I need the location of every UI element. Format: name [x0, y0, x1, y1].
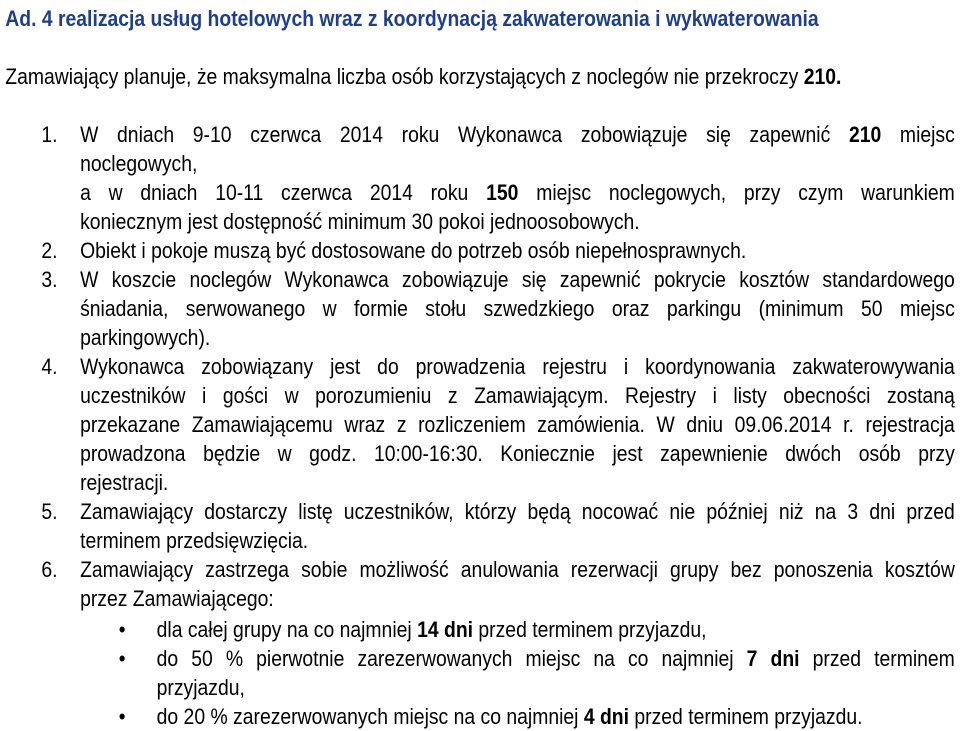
- list-item-number: 2.: [41, 238, 58, 263]
- bullet-mark: •: [118, 704, 126, 729]
- list-item-line: Zamawiający zastrzega sobie możliwość anulowania rezerwacji grupy bez ponoszenia kosztów: [80, 557, 955, 582]
- list-item-number: 1.: [41, 122, 58, 147]
- list-item-number: 5.: [41, 499, 58, 524]
- bold-number: 210: [848, 122, 882, 147]
- list-item-line: Wykonawca zobowiązany jest do prowadzenia rejestru i koordynowania zakwaterowywania: [80, 354, 955, 379]
- list-item-line: Obiekt i pokoje muszą być dostosowane do potrzeb osób niepełnosprawnych.: [80, 238, 747, 263]
- bullet-line: [157, 615, 955, 644]
- bullet-line: [157, 644, 955, 673]
- bold-number: 150: [486, 180, 519, 205]
- list-item-number: 3.: [41, 267, 58, 292]
- bullet-line: [157, 702, 955, 731]
- intro-text: Zamawiający planuje, że maksymalna liczba osób korzystających z noclegów nie przekroczy: [5, 64, 804, 89]
- list-item-line: przez Zamawiającego:: [80, 586, 274, 611]
- text-segment: przed terminem: [799, 646, 955, 671]
- text-segment: do 20 % zarezerwowanych miejsc na co najmniej: [156, 704, 584, 729]
- text-segment: do 50 % pierwotnie zarezerwowanych miejsc na co najmniej: [156, 646, 747, 671]
- bullet-line: przyjazdu,: [156, 675, 245, 700]
- list-item-line: [80, 120, 955, 149]
- list-item-line: W koszcie noclegów Wykonawca zobowiązuje się zapewnić pokrycie kosztów standardowego: [80, 267, 955, 292]
- list-item-line: śniadania, serwowanego w formie stołu szwedzkiego oraz parkingu (minimum 50 miejsc: [80, 296, 955, 321]
- section-heading: Ad. 4 realizacja usług hotelowych wraz z koordynacją zakwaterowania i wykwaterowania: [5, 6, 819, 31]
- list-item-line: prowadzona będzie w godz. 10:00-16:30. Koniecznie jest zapewnienie dwóch osób przy: [80, 441, 955, 466]
- list-item-line: przekazane Zamawiającemu wraz z rozliczeniem zamówienia. W dniu 09.06.2014 r. rejestracja: [80, 412, 955, 437]
- text-segment: przed terminem przyjazdu,: [473, 617, 707, 642]
- text-segment: dla całej grupy na co najmniej: [156, 617, 418, 642]
- bullet-mark: •: [118, 617, 126, 642]
- text-segment: przed terminem przyjazdu.: [629, 704, 863, 729]
- list-item-line: terminem przedsięwzięcia.: [80, 528, 309, 553]
- list-item-line: koniecznym jest dostępność minimum 30 pokoi jednoosobowych.: [80, 209, 640, 234]
- text-segment: a w dniach 10-11 czerwca 2014 roku: [80, 180, 487, 205]
- text-segment: miejsc: [881, 122, 955, 147]
- intro-bold-number: 210.: [803, 64, 842, 89]
- bullet-mark: •: [118, 646, 126, 671]
- intro-paragraph: [5, 62, 841, 91]
- list-item-line: rejestracji.: [80, 470, 169, 495]
- text-segment: miejsc noclegowych, przy czym warunkiem: [518, 180, 955, 205]
- list-item-line: parkingowych).: [80, 325, 211, 350]
- text-segment: W dniach 9-10 czerwca 2014 roku Wykonawca zobowiązuje się zapewnić: [80, 122, 849, 147]
- list-item-line: uczestników i gości w porozumieniu z Zamawiającym. Rejestry i listy obecności zostaną: [80, 383, 955, 408]
- list-item-number: 4.: [41, 354, 58, 379]
- list-item-line: noclegowych,: [80, 151, 198, 176]
- bold-text: 4 dni: [583, 704, 630, 729]
- list-item-number: 6.: [41, 557, 58, 582]
- bold-text: 14 dni: [417, 617, 474, 642]
- list-item-line: Zamawiający dostarczy listę uczestników, którzy będą nocować nie później niż na 3 dni przed: [80, 499, 955, 524]
- list-item-line: [80, 178, 955, 207]
- bold-text: 7 dni: [746, 646, 800, 671]
